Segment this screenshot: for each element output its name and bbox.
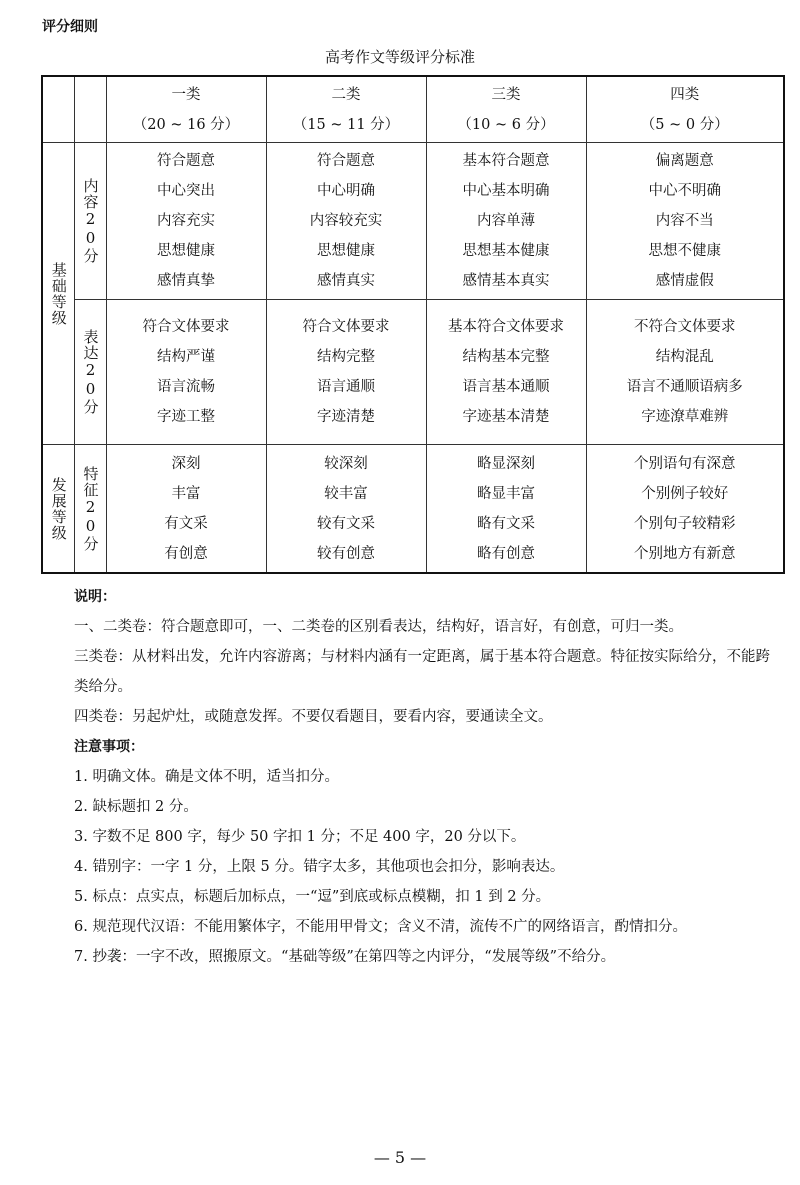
cell-line: 字迹清楚	[317, 409, 375, 425]
column-name: 四类	[670, 86, 700, 103]
corner-cell	[74, 76, 106, 143]
cell-line: 感情虚假	[655, 273, 714, 289]
table-cell	[586, 143, 784, 300]
cell-line: 思想不健康	[648, 243, 721, 259]
cell-line: 个别例子较好	[641, 485, 729, 502]
table-cell	[426, 445, 586, 574]
column-header	[586, 76, 784, 143]
cell-line: 语言通顺	[317, 379, 375, 395]
cell-line: 结构混乱	[655, 349, 714, 365]
cell-line: 较有文采	[317, 515, 375, 532]
explanation-item: 四类卷：另起炉灶，或随意发挥。不要仅看题目，要看内容，要通读全文。	[74, 709, 553, 725]
table-cell	[426, 143, 586, 300]
row-label: 特征20分	[81, 465, 100, 552]
cell-line: 结构严谨	[157, 349, 215, 365]
cell-line: 字迹基本清楚	[462, 409, 550, 425]
row-label: 内容20分	[81, 178, 100, 264]
note-item: 7. 抄袭：一字不改，照搬原文。“基础等级”在第四等之内评分，“发展等级”不给分。	[74, 949, 616, 965]
column-name: 一类	[171, 86, 201, 103]
column-header	[266, 76, 426, 143]
grading-table	[41, 75, 785, 574]
table-cell	[266, 143, 426, 300]
cell-line: 个别语句有深意	[634, 455, 736, 472]
column-range: （5 ~ 0 分）	[640, 116, 729, 133]
note-item: 4. 错别字：一字 1 分，上限 5 分。错字太多，其他项也会扣分，影响表达。	[74, 859, 565, 875]
cell-line: 语言基本通顺	[462, 379, 550, 395]
cell-line: 结构完整	[317, 349, 375, 365]
cell-line: 符合文体要求	[302, 319, 390, 335]
cell-line: 感情基本真实	[462, 273, 550, 289]
cell-line: 略有文采	[477, 515, 535, 532]
table-row	[42, 445, 784, 574]
cell-line: 较丰富	[324, 485, 368, 502]
cell-line: 内容充实	[157, 213, 215, 229]
cell-line: 中心基本明确	[462, 183, 550, 199]
cell-line: 较有创意	[317, 545, 375, 562]
note-item: 5. 标点：点实点，标题后加标点，一“逗”到底或标点模糊，扣 1 到 2 分。	[74, 889, 551, 905]
table-row	[42, 143, 784, 300]
cell-line: 结构基本完整	[462, 349, 550, 365]
cell-line: 符合题意	[317, 153, 375, 169]
column-header	[426, 76, 586, 143]
cell-line: 语言不通顺语病多	[626, 379, 743, 395]
cell-line: 符合题意	[157, 153, 215, 169]
cell-line: 略显丰富	[477, 485, 535, 502]
column-name: 二类	[331, 86, 361, 103]
cell-line: 思想基本健康	[462, 243, 550, 259]
cell-line: 个别地方有新意	[634, 545, 736, 562]
section-label: 评分细则	[42, 19, 98, 35]
explanation-item: 一、二类卷：符合题意即可，一、二类卷的区别看表达，结构好，语言好，有创意，可归一类。	[74, 619, 683, 635]
cell-line: 感情真挚	[157, 273, 215, 289]
group-label: 基础等级	[49, 261, 68, 326]
cell-line: 思想健康	[157, 243, 215, 259]
column-range: （20 ~ 16 分）	[132, 116, 240, 133]
column-header	[106, 76, 266, 143]
cell-line: 内容不当	[655, 213, 714, 229]
corner-cell	[42, 76, 74, 143]
row-label-cell	[74, 143, 106, 300]
cell-line: 较深刻	[324, 455, 368, 472]
cell-line: 略显深刻	[477, 455, 535, 472]
cell-line: 偏离题意	[655, 153, 714, 169]
cell-line: 内容较充实	[309, 213, 383, 229]
cell-line: 基本符合题意	[462, 153, 550, 169]
table-cell	[426, 300, 586, 445]
cell-line: 中心突出	[157, 183, 215, 199]
note-item: 2. 缺标题扣 2 分。	[74, 799, 198, 815]
row-label-cell	[74, 300, 106, 445]
cell-line: 个别句子较精彩	[634, 515, 736, 532]
cell-line: 丰富	[171, 485, 201, 502]
explanation-heading: 说明：	[74, 589, 116, 605]
cell-line: 不符合文体要求	[634, 319, 736, 335]
table-header-row	[42, 76, 784, 143]
table-row	[42, 300, 784, 445]
column-range: （10 ~ 6 分）	[457, 116, 555, 133]
cell-line: 字迹工整	[157, 409, 215, 425]
notes-heading: 注意事项：	[74, 739, 144, 755]
cell-line: 中心明确	[317, 183, 375, 199]
page-number: — 5 —	[373, 1148, 427, 1167]
table-cell	[586, 445, 784, 574]
group-label-cell	[42, 445, 74, 574]
notes-section	[74, 582, 784, 972]
cell-line: 内容单薄	[477, 213, 535, 229]
cell-line: 深刻	[171, 455, 201, 472]
group-label: 发展等级	[49, 476, 68, 541]
table-cell	[586, 300, 784, 445]
explanation-item	[74, 642, 784, 702]
cell-line: 基本符合文体要求	[448, 319, 564, 335]
column-name: 三类	[491, 86, 521, 103]
row-label-cell	[74, 445, 106, 574]
table-cell	[106, 143, 266, 300]
cell-line: 略有创意	[477, 545, 535, 562]
note-item: 6. 规范现代汉语：不能用繁体字，不能用甲骨文；含义不清，流传不广的网络语言，酌情扣分。	[74, 919, 687, 935]
cell-line: 语言流畅	[157, 379, 215, 395]
table-cell	[106, 300, 266, 445]
column-range: （15 ~ 11 分）	[292, 116, 400, 133]
table-cell	[106, 445, 266, 574]
explanation-item-text: 三类卷：从材料出发，允许内容游离；与材料内涵有一定距离，属于基本符合题意。特征按实际给分，不能跨类给分。	[74, 649, 770, 695]
cell-line: 有文采	[164, 515, 208, 532]
row-label: 表达20分	[81, 329, 100, 415]
cell-line: 符合文体要求	[142, 319, 230, 335]
table-cell	[266, 445, 426, 574]
table-cell	[266, 300, 426, 445]
cell-line: 有创意	[164, 545, 208, 562]
note-item: 1. 明确文体。确是文体不明，适当扣分。	[74, 769, 339, 785]
note-item: 3. 字数不足 800 字，每少 50 字扣 1 分；不足 400 字，20 分以下。	[74, 829, 526, 845]
cell-line: 中心不明确	[648, 183, 721, 199]
table-title: 高考作文等级评分标准	[324, 48, 475, 66]
cell-line: 感情真实	[317, 273, 375, 289]
group-label-cell	[42, 143, 74, 445]
cell-line: 思想健康	[317, 243, 375, 259]
cell-line: 字迹潦草难辨	[641, 409, 729, 425]
